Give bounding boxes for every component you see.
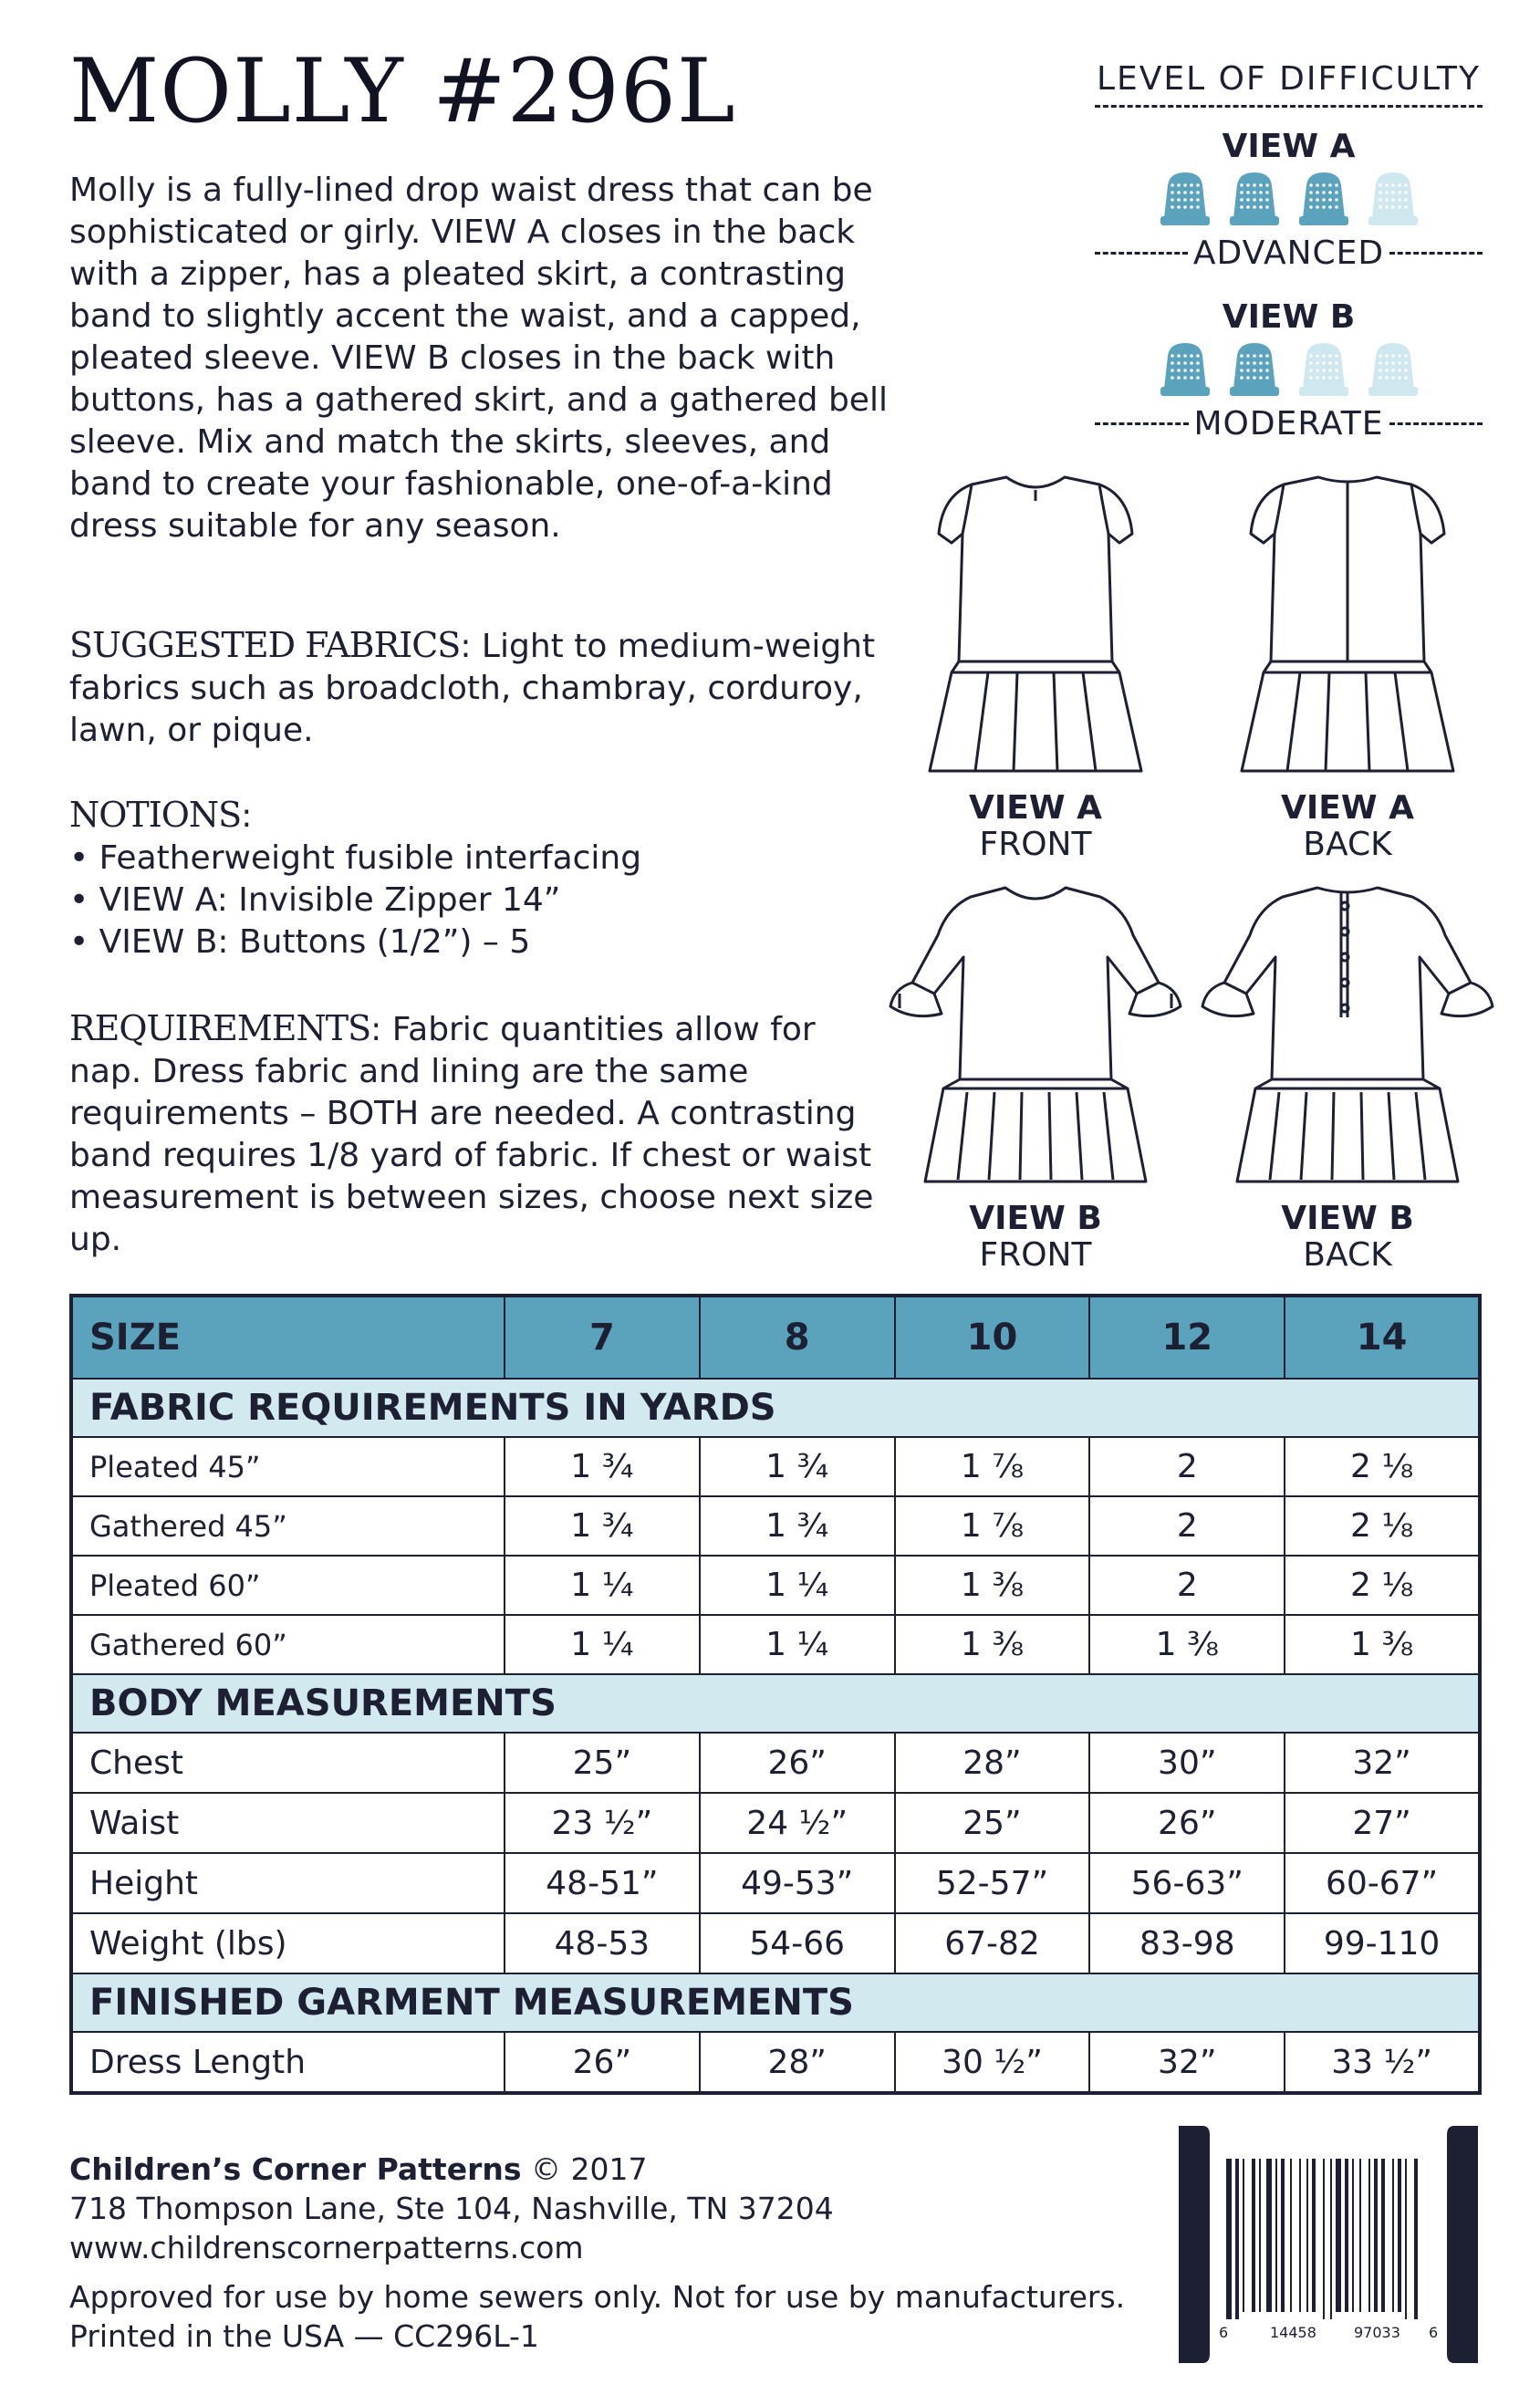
printed-notice: Printed in the USA — CC296L-1 (69, 2318, 539, 2354)
table-cell: 28” (700, 2032, 895, 2093)
sketch-caption (1220, 790, 1475, 863)
table-cell: 1 ⅞ (895, 1496, 1090, 1556)
row-label: Weight (lbs) (71, 1913, 505, 1973)
table-cell: 26” (1089, 1793, 1285, 1853)
table-section-title: FINISHED GARMENT MEASUREMENTS (71, 1973, 1480, 2032)
table-cell: 33 ½” (1285, 2032, 1480, 2093)
barcode-right-digits: 97033 (1354, 2324, 1400, 2341)
table-cell: 30 ½” (895, 2032, 1090, 2093)
difficulty-view-label: VIEW B (1222, 298, 1356, 336)
table-row (71, 1853, 1480, 1913)
sketch-side: FRONT (979, 1236, 1092, 1274)
table-cell: 2 (1089, 1437, 1285, 1496)
upc-barcode (1175, 2122, 1482, 2367)
table-cell: 1 ⅜ (1089, 1615, 1285, 1674)
difficulty-title: LEVEL OF DIFFICULTY (1095, 60, 1483, 108)
table-cell: 56-63” (1089, 1853, 1285, 1913)
requirements-heading: REQUIREMENTS (69, 1008, 371, 1048)
difficulty-level: ADVANCED (1192, 234, 1385, 272)
row-label: Height (71, 1853, 505, 1913)
copyright: © 2017 (521, 2151, 648, 2187)
table-row (71, 1496, 1480, 1556)
table-cell: 2 ⅛ (1285, 1496, 1480, 1556)
barcode-check-digit: 6 (1429, 2324, 1439, 2341)
table-cell: 67-82 (895, 1913, 1090, 1973)
table-cell: 2 (1089, 1556, 1285, 1615)
table-cell: 28” (895, 1733, 1090, 1793)
size-header-cell: 7 (505, 1296, 700, 1379)
requirements-text: : Fabric quantities allow for nap. Dress fabric and lining are the same requirements – BOTH are needed. A contrasting band requires 1/8 yard of fabric. If chest or waist measurement is between sizes, choose next size up. (69, 1011, 874, 1258)
barcode-lead-digit: 6 (1219, 2324, 1229, 2341)
table-cell: 1 ⅞ (895, 1437, 1090, 1496)
thimble-rating (1095, 339, 1483, 400)
sketch-caption (908, 790, 1163, 863)
company-address: 718 Thompson Lane, Ste 104, Nashville, TN 37204 (69, 2191, 834, 2226)
table-cell: 1 ¼ (700, 1615, 895, 1674)
sketch-caption (1220, 1201, 1475, 1274)
thimble-filled-icon (1224, 169, 1285, 229)
difficulty-level-row (1095, 405, 1483, 443)
sketch-side: BACK (1303, 1236, 1392, 1274)
table-cell: 2 (1089, 1496, 1285, 1556)
table-cell: 99-110 (1285, 1913, 1480, 1973)
table-cell: 54-66 (700, 1913, 895, 1973)
table-cell: 23 ½” (505, 1793, 700, 1853)
company-info (69, 2150, 834, 2267)
suggested-fabrics-heading: SUGGESTED FABRICS (69, 625, 461, 665)
legal-notice (69, 2277, 1125, 2356)
table-cell: 25” (895, 1793, 1090, 1853)
size-header-cell: 8 (700, 1296, 895, 1379)
difficulty-level-row (1095, 234, 1483, 272)
notions-heading: NOTIONS (69, 795, 242, 835)
difficulty-level: MODERATE (1193, 405, 1384, 443)
table-cell: 1 ¼ (505, 1615, 700, 1674)
size-header-label: SIZE (71, 1296, 505, 1379)
table-row (71, 2032, 1480, 2093)
table-row (71, 1733, 1480, 1793)
table-row (71, 1437, 1480, 1496)
table-row (71, 1793, 1480, 1853)
table-section-title: BODY MEASUREMENTS (71, 1674, 1480, 1733)
table-cell: 32” (1285, 1733, 1480, 1793)
thimble-empty-icon (1294, 339, 1354, 400)
row-label: Pleated 60” (71, 1556, 505, 1615)
thimble-filled-icon (1155, 169, 1215, 229)
sketch-view-a-front (926, 470, 1145, 780)
table-cell: 1 ¾ (700, 1437, 895, 1496)
approval-notice: Approved for use by home sewers only. Not for use by manufacturers. (69, 2279, 1126, 2315)
requirements (69, 1007, 890, 1261)
table-cell: 1 ⅜ (1285, 1615, 1480, 1674)
suggested-fabrics (69, 624, 890, 752)
table-cell: 49-53” (700, 1853, 895, 1913)
thimble-filled-icon (1155, 339, 1215, 400)
sketch-view: VIEW B (969, 1200, 1102, 1237)
table-row (71, 1615, 1480, 1674)
table-cell: 1 ¼ (700, 1556, 895, 1615)
sketch-view-b-front (885, 880, 1186, 1191)
row-label: Dress Length (71, 2032, 505, 2093)
sketch-view-b-back (1197, 880, 1498, 1191)
table-cell: 1 ¼ (505, 1556, 700, 1615)
table-cell: 24 ½” (700, 1793, 895, 1853)
table-section-row (71, 1674, 1480, 1733)
pattern-title: MOLLY #296L (69, 40, 736, 142)
intro-paragraph: Molly is a fully-lined drop waist dress that can be sophisticated or girly. VIEW A closes in the back with a zipper, has a pleated skirt, a contrasting band to slightly accent the waist, and a capped, pleated sleeve. VIEW B closes in the back with buttons, has a gathered skirt, and a gathered bell sleeve. Mix and match the skirts, sleeves, and band to create your fashionable, one-of-a-kind dress suitable for any season. (69, 172, 888, 545)
row-label: Waist (71, 1793, 505, 1853)
sketch-view-a-back (1238, 470, 1457, 780)
company-website[interactable]: www.childrenscornerpatterns.com (69, 2230, 584, 2265)
row-label: Gathered 60” (71, 1615, 505, 1674)
suggested-fabrics-text: : Light to medium-weight fabrics such as broadcloth, chambray, corduroy, lawn, or pique. (69, 628, 876, 749)
row-label: Pleated 45” (71, 1437, 505, 1496)
row-label: Gathered 45” (71, 1496, 505, 1556)
table-cell: 48-53 (505, 1913, 700, 1973)
barcode-left-digits: 14458 (1270, 2324, 1316, 2341)
size-header-row (71, 1296, 1480, 1379)
table-cell: 1 ⅜ (895, 1556, 1090, 1615)
table-cell: 25” (505, 1733, 700, 1793)
notions-colon: : (241, 797, 253, 835)
sketch-view: VIEW A (969, 789, 1102, 827)
table-cell: 1 ¾ (505, 1496, 700, 1556)
sketch-side: BACK (1303, 826, 1392, 863)
table-cell: 60-67” (1285, 1853, 1480, 1913)
thimble-rating (1095, 169, 1483, 229)
notion-item: • Featherweight fusible interfacing (69, 839, 642, 877)
size-chart-table (69, 1294, 1482, 2095)
table-section-title: FABRIC REQUIREMENTS IN YARDS (71, 1379, 1480, 1437)
size-header-cell: 14 (1285, 1296, 1480, 1379)
table-cell: 26” (505, 2032, 700, 2093)
sketch-side: FRONT (979, 826, 1092, 863)
sketch-caption (908, 1201, 1163, 1274)
size-header-cell: 12 (1089, 1296, 1285, 1379)
table-cell: 26” (700, 1733, 895, 1793)
table-cell: 48-51” (505, 1853, 700, 1913)
notions (69, 794, 890, 963)
table-cell: 1 ¾ (505, 1437, 700, 1496)
notion-item: • VIEW A: Invisible Zipper 14” (69, 881, 561, 919)
sketch-view: VIEW A (1281, 789, 1414, 827)
sketch-view: VIEW B (1281, 1200, 1414, 1237)
size-header-cell: 10 (895, 1296, 1090, 1379)
company-name: Children’s Corner Patterns (69, 2151, 522, 2187)
table-row (71, 1913, 1480, 1973)
table-section-row (71, 1973, 1480, 2032)
table-cell: 2 ⅛ (1285, 1556, 1480, 1615)
notion-item: • VIEW B: Buttons (1/2”) – 5 (69, 923, 531, 961)
table-cell: 2 ⅛ (1285, 1437, 1480, 1496)
difficulty-view-label: VIEW A (1222, 128, 1356, 165)
difficulty-view-b (1095, 298, 1483, 443)
table-section-row (71, 1379, 1480, 1437)
table-cell: 27” (1285, 1793, 1480, 1853)
table-cell: 30” (1089, 1733, 1285, 1793)
thimble-filled-icon (1294, 169, 1354, 229)
difficulty-view-a (1095, 128, 1483, 272)
thimble-empty-icon (1363, 169, 1423, 229)
row-label: Chest (71, 1733, 505, 1793)
table-cell: 32” (1089, 2032, 1285, 2093)
table-cell: 1 ¾ (700, 1496, 895, 1556)
thimble-empty-icon (1363, 339, 1423, 400)
table-cell: 52-57” (895, 1853, 1090, 1913)
thimble-filled-icon (1224, 339, 1285, 400)
table-cell: 83-98 (1089, 1913, 1285, 1973)
table-cell: 1 ⅜ (895, 1615, 1090, 1674)
table-row (71, 1556, 1480, 1615)
